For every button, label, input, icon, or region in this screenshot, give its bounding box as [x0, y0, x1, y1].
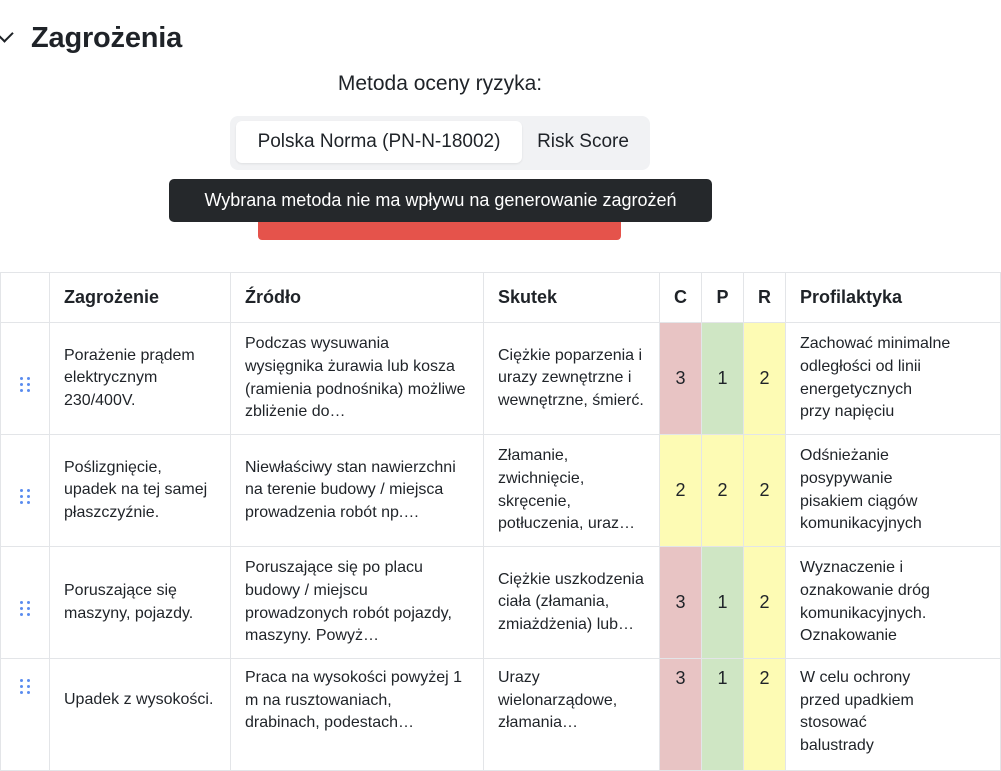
cell-p[interactable]: 1: [702, 659, 744, 771]
drag-handle-icon: [20, 377, 30, 392]
cell-hazard[interactable]: Porażenie prądem elektrycznym 230/400V.: [50, 323, 231, 435]
chevron-down-icon[interactable]: [0, 24, 14, 42]
hazards-table: [0, 272, 1001, 771]
method-option-pn[interactable]: Polska Norma (PN-N-18002): [236, 121, 522, 163]
cell-prevention[interactable]: W celu ochrony przed upadkiem stosować balustrady: [786, 659, 1001, 771]
section-header[interactable]: [0, 18, 182, 58]
header-p[interactable]: P: [702, 273, 744, 323]
cell-effect[interactable]: Złamanie, zwichnięcie, skręcenie, potłuczenia, uraz…: [484, 435, 660, 547]
drag-handle[interactable]: [1, 547, 50, 659]
risk-method-label: Metoda oceny ryzyka:: [337, 72, 543, 95]
cell-r[interactable]: 2: [744, 435, 786, 547]
drag-handle[interactable]: [1, 435, 50, 547]
cell-source[interactable]: Niewłaściwy stan nawierzchni na terenie budowy / miejsca prowadzenia robót np.…: [231, 435, 484, 547]
drag-handle-icon: [20, 679, 30, 694]
cell-hazard[interactable]: Upadek z wysokości.: [50, 659, 231, 771]
header-source[interactable]: Źródło: [231, 273, 484, 323]
header-handle: [1, 273, 50, 323]
method-option-risk-score[interactable]: Risk Score: [537, 131, 629, 152]
cell-effect[interactable]: Ciężkie poparzenia i urazy zewnętrzne i wewnętrzne, śmierć.: [484, 323, 660, 435]
header-effect[interactable]: Skutek: [484, 273, 660, 323]
cell-r[interactable]: 2: [744, 547, 786, 659]
table-header-row: [1, 273, 1001, 323]
table-row[interactable]: [1, 435, 1001, 547]
cell-c[interactable]: 3: [660, 323, 702, 435]
cell-r[interactable]: 2: [744, 659, 786, 771]
cell-c[interactable]: 2: [660, 435, 702, 547]
cell-effect[interactable]: Urazy wielonarządowe, złamania…: [484, 659, 660, 771]
header-hazard[interactable]: Zagrożenie: [50, 273, 231, 323]
drag-handle-icon: [20, 601, 30, 616]
cell-prevention[interactable]: Wyznaczenie i oznakowanie dróg komunikacyjnych. Oznakowanie: [786, 547, 1001, 659]
cell-p[interactable]: 1: [702, 323, 744, 435]
cell-effect[interactable]: Ciężkie uszkodzenia ciała (złamania, zmiażdżenia) lub…: [484, 547, 660, 659]
risk-method-selector: [230, 116, 650, 170]
drag-handle-icon: [20, 489, 30, 504]
hazards-table-container: [0, 272, 951, 754]
cell-source[interactable]: Praca na wysokości powyżej 1 m na rusztowaniach, drabinach, podestach…: [231, 659, 484, 771]
cell-c[interactable]: 3: [660, 659, 702, 771]
table-row[interactable]: [1, 323, 1001, 435]
cell-r[interactable]: 2: [744, 323, 786, 435]
header-prevention[interactable]: Profilaktyka: [786, 273, 1001, 323]
method-tooltip: Wybrana metoda nie ma wpływu na generowanie zagrożeń: [169, 179, 712, 222]
drag-handle[interactable]: [1, 659, 50, 771]
cell-source[interactable]: Podczas wysuwania wysięgnika żurawia lub kosza (ramienia podnośnika) możliwe zbliżenie do…: [231, 323, 484, 435]
cell-hazard[interactable]: Poruszające się maszyny, pojazdy.: [50, 547, 231, 659]
header-r[interactable]: R: [744, 273, 786, 323]
drag-handle[interactable]: [1, 323, 50, 435]
cell-c[interactable]: 3: [660, 547, 702, 659]
cell-p[interactable]: 2: [702, 435, 744, 547]
cell-prevention[interactable]: Zachować minimalne odległości od linii energetycznych przy napięciu: [786, 323, 1001, 435]
section-title: Zagrożenia: [31, 21, 183, 54]
table-row[interactable]: [1, 659, 1001, 771]
cell-p[interactable]: 1: [702, 547, 744, 659]
header-c[interactable]: C: [660, 273, 702, 323]
cell-source[interactable]: Poruszające się po placu budowy / miejscu prowadzonych robót pojazdy, maszyny. Powyż…: [231, 547, 484, 659]
cell-hazard[interactable]: Poślizgnięcie, upadek na tej samej płaszczyźnie.: [50, 435, 231, 547]
cell-prevention[interactable]: Odśnieżanie posypywanie pisakiem ciągów komunikacyjnych: [786, 435, 1001, 547]
table-row[interactable]: [1, 547, 1001, 659]
